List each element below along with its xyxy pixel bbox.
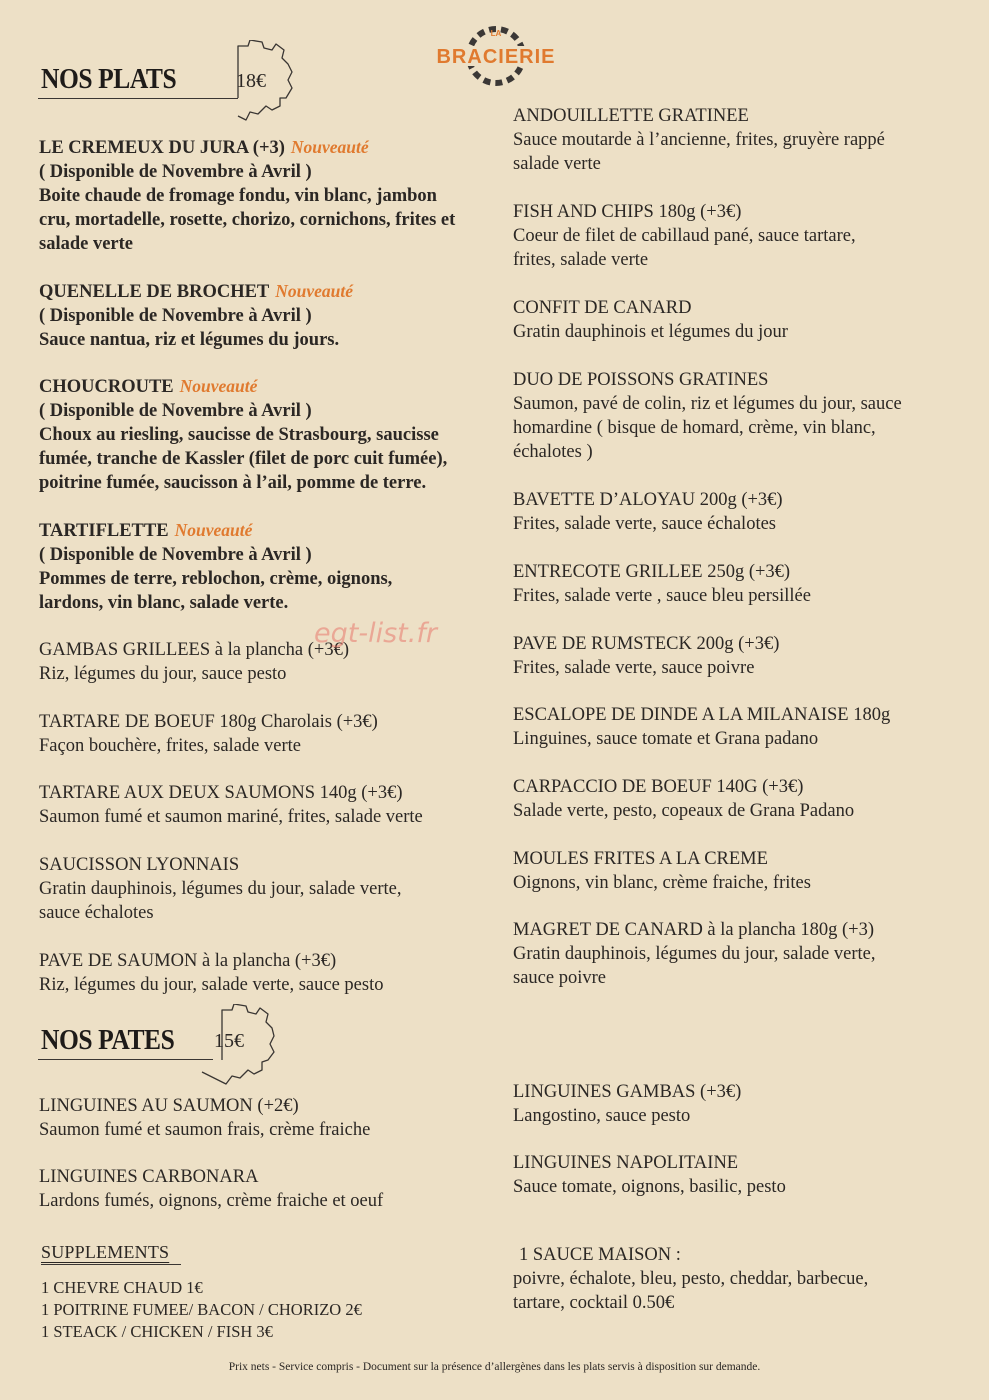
restaurant-logo [434,22,558,90]
item-name: TARTARE AUX DEUX SAUMONS 140g (+3€) [39,783,403,803]
item-name: ENTRECOTE GRILLEE 250g (+3€) [513,562,791,582]
menu-item [513,775,968,823]
supplements-list [41,1277,362,1343]
sauce-title: 1 SAUCE MAISON : [519,1245,681,1265]
item-description: Linguines, sauce tomate et Grana padano [513,729,819,749]
logo-small-text: LA [490,29,502,38]
supplements-rule [41,1264,181,1265]
item-name: BAVETTE D’ALOYAU 200g (+3€) [513,490,783,510]
item-description: Riz, légumes du jour, sauce pesto [39,664,287,684]
item-name: CHOUCROUTE [39,377,174,397]
menu-item [39,374,494,495]
item-description: Sauce tomate, oignons, basilic, pesto [513,1177,786,1197]
item-name: LINGUINES AU SAUMON (+2€) [39,1096,299,1116]
item-description: Oignons, vin blanc, crème fraiche, frites [513,873,811,893]
item-availability: ( Disponible de Novembre à Avril ) [39,162,312,182]
logo-est: EST. 2018 [485,71,507,76]
item-availability: ( Disponible de Novembre à Avril ) [39,306,312,326]
price-pates: 15€ [214,1030,244,1052]
section-title-plats: NOS PLATS [41,63,177,95]
supplements-title: SUPPLEMENTS [41,1242,170,1262]
menu-item [39,710,494,758]
new-badge: Nouveauté [174,520,253,540]
new-badge: Nouveauté [179,376,258,396]
item-description: Saumon fumé et saumon mariné, frites, salade verte [39,807,423,827]
item-description: Frites, salade verte, sauce échalotes [513,514,776,534]
menu-item [39,1165,494,1213]
price-plats: 18€ [236,70,266,92]
item-description: Boite chaude de fromage fondu, vin blanc, jambon cru, mortadelle, rosette, chorizo, cornichons, frites et salade verte [39,186,456,254]
menu-item [39,781,494,829]
menu-item [513,1151,968,1199]
item-description: Langostino, sauce pesto [513,1106,691,1126]
item-name: FISH AND CHIPS 180g (+3€) [513,202,742,222]
item-description: Sauce moutarde à l’ancienne, frites, gruyère rappé salade verte [513,130,885,174]
menu-item [39,518,494,615]
item-description: Frites, salade verte , sauce bleu persillée [513,586,811,606]
item-name: DUO DE POISSONS GRATINES [513,370,769,390]
new-badge: Nouveauté [275,281,354,301]
menu-item [513,104,968,176]
item-description: Choux au riesling, saucisse de Strasbourg, saucisse fumée, tranche de Kassler (filet de porc cuit fumée), poitrine fumée, saucisson à l’ail, pomme de terre. [39,425,448,493]
supplement-line: 1 POITRINE FUMEE/ BACON / CHORIZO 2€ [41,1300,362,1319]
item-name: LINGUINES NAPOLITAINE [513,1153,739,1173]
watermark: egt-list.fr [314,618,437,649]
item-name: CARPACCIO DE BOEUF 140G (+3€) [513,777,804,797]
item-name: CONFIT DE CANARD [513,298,692,318]
supplement-line: 1 STEACK / CHICKEN / FISH 3€ [41,1322,273,1341]
item-description: Saumon, pavé de colin, riz et légumes du jour, sauce homardine ( bisque de homard, crème, vin blanc, échalotes ) [513,394,902,462]
item-name: TARTARE DE BOEUF 180g Charolais (+3€) [39,712,378,732]
item-availability: ( Disponible de Novembre à Avril ) [39,545,312,565]
logo-name: BRACIERIE [436,46,556,68]
item-description: Lardons fumés, oignons, crème fraiche et oeuf [39,1191,384,1211]
item-name: PAVE DE SAUMON à la plancha (+3€) [39,951,337,971]
menu-item [513,368,968,464]
sauce-maison [513,1243,913,1315]
item-name: MOULES FRITES A LA CREME [513,849,768,869]
menu-item [39,1094,494,1142]
item-description: Salade verte, pesto, copeaux de Grana Padano [513,801,855,821]
item-name: SAUCISSON LYONNAIS [39,855,240,875]
item-description: Saumon fumé et saumon frais, crème fraiche [39,1120,371,1140]
menu-item [513,847,968,895]
item-name: GAMBAS GRILLEES à la plancha (+3€) [39,640,349,660]
item-description: Coeur de filet de cabillaud pané, sauce tartare, frites, salade verte [513,226,856,270]
footer-note: Prix nets - Service compris - Document sur la présence d’allergènes dans les plats servis à disposition sur demande. [228,1361,761,1373]
item-name: PAVE DE RUMSTECK 200g (+3€) [513,634,780,654]
item-description: Frites, salade verte, sauce poivre [513,658,755,678]
item-description: Gratin dauphinois et légumes du jour [513,322,788,342]
menu-item [513,703,968,751]
item-description: Sauce nantua, riz et légumes du jours. [39,330,340,350]
item-name: ANDOUILLETTE GRATINEE [513,106,749,126]
menu-item [513,632,968,680]
menu-item [39,949,494,997]
item-name: ESCALOPE DE DINDE A LA MILANAISE 180g [513,705,891,725]
menu-item [39,279,494,352]
section-rule-pates [38,1059,213,1060]
section-rule-plats [38,98,238,99]
new-badge: Nouveauté [290,137,369,157]
menu-item [39,135,494,256]
item-name: QUENELLE DE BROCHET [39,282,270,302]
menu-item [513,1080,968,1128]
item-name: LINGUINES CARBONARA [39,1167,259,1187]
item-description: Gratin dauphinois, légumes du jour, salade verte, sauce échalotes [39,879,402,923]
item-description: Pommes de terre, reblochon, crème, oignons, lardons, vin blanc, salade verte. [39,569,393,613]
sauce-description: poivre, échalote, bleu, pesto, cheddar, barbecue, tartare, cocktail 0.50€ [513,1269,869,1313]
item-availability: ( Disponible de Novembre à Avril ) [39,401,312,421]
menu-item [513,200,968,272]
item-description: Gratin dauphinois, légumes du jour, salade verte, sauce poivre [513,944,876,988]
menu-item [39,853,494,925]
menu-item [513,488,968,536]
item-name: LE CREMEUX DU JURA (+3) [39,138,285,158]
item-name: MAGRET DE CANARD à la plancha 180g (+3) [513,920,875,940]
item-name: TARTIFLETTE [39,521,169,541]
menu-item [513,296,968,344]
section-title-pates: NOS PATES [41,1024,175,1056]
supplement-line: 1 CHEVRE CHAUD 1€ [41,1278,203,1297]
menu-item [513,918,968,990]
item-description: Façon bouchère, frites, salade verte [39,736,301,756]
item-description: Riz, légumes du jour, salade verte, sauce pesto [39,975,384,995]
item-name: LINGUINES GAMBAS (+3€) [513,1082,742,1102]
menu-item [513,560,968,608]
